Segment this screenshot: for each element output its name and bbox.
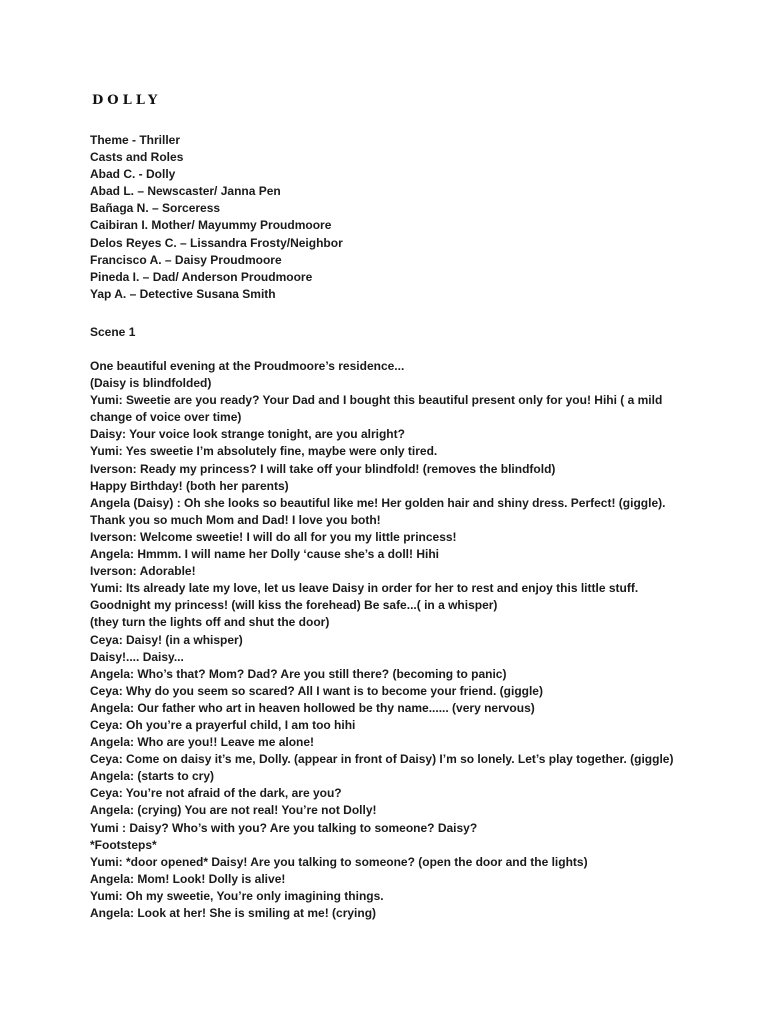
script-line: Angela (Daisy) : Oh she looks so beautiful like me! Her golden hair and shiny dress. Perfect! (giggle).: [90, 495, 666, 510]
script-line: Ceya: Oh you’re a prayerful child, I am too hihi: [90, 717, 356, 732]
script-line: Angela: Who are you!! Leave me alone!: [90, 735, 315, 750]
script-line: Yumi: Its already late my love, let us leave Daisy in order for her to rest and enjoy this little stuff.: [90, 581, 639, 596]
script-line: Yumi: Sweetie are you ready? Your Dad and I bought this beautiful present only for you! Hihi ( a mild: [90, 393, 663, 408]
cast-entry: Abad C. - Dolly: [90, 167, 176, 182]
script-line: Yumi : Daisy? Who’s with you? Are you talking to someone? Daisy?: [90, 820, 478, 835]
script-line: Happy Birthday! (both her parents): [90, 478, 289, 493]
script-line: (they turn the lights off and shut the door): [90, 615, 330, 630]
script-line: Daisy: Your voice look strange tonight, are you alright?: [90, 427, 405, 442]
script-line: Yumi: Yes sweetie I’m absolutely fine, maybe were only tired.: [90, 444, 438, 459]
script-line: Thank you so much Mom and Dad! I love you both!: [90, 512, 381, 527]
script-line: Yumi: Oh my sweetie, You’re only imagining things.: [90, 888, 384, 903]
script-line: Ceya: Come on daisy it’s me, Dolly. (appear in front of Daisy) I’m so lonely. Let’s play together. (giggle): [90, 752, 674, 767]
cast-entry: Bañaga N. – Sorceress: [90, 201, 221, 216]
script-line: Angela: Who’s that? Mom? Dad? Are you still there? (becoming to panic): [90, 666, 507, 681]
script-line: Angela: Our father who art in heaven hollowed be thy name...... (very nervous): [90, 700, 535, 715]
cast-entry: Caibiran I. Mother/ Mayummy Proudmoore: [90, 218, 332, 233]
script-line: Iverson: Welcome sweetie! I will do all for you my little princess!: [90, 529, 457, 544]
cast-entry: Pineda I. – Dad/ Anderson Proudmoore: [90, 269, 313, 284]
script-line: Ceya: Why do you seem so scared? All I want is to become your friend. (giggle): [90, 683, 543, 698]
script-line: One beautiful evening at the Proudmoore’s residence...: [90, 359, 405, 373]
play-metadata: [90, 132, 710, 303]
cast-entry: Francisco A. – Daisy Proudmoore: [90, 252, 282, 267]
casts-heading: Casts and Roles: [90, 150, 184, 165]
script-line: (Daisy is blindfolded): [90, 376, 212, 391]
script-line: Iverson: Ready my princess? I will take off your blindfold! (removes the blindfold): [90, 461, 556, 476]
script-line: Goodnight my princess! (will kiss the forehead) Be safe...( in a whisper): [90, 598, 498, 613]
cast-entry: Abad L. – Newscaster/ Janna Pen: [90, 184, 281, 199]
scene-heading: Scene 1: [90, 325, 136, 339]
document-title: DOLLY: [92, 93, 162, 108]
script-line: Angela: Mom! Look! Dolly is alive!: [90, 871, 286, 886]
script-line: Ceya: You’re not afraid of the dark, are you?: [90, 786, 342, 801]
script-line: Angela: (starts to cry): [90, 769, 215, 784]
script-line: *Footsteps*: [90, 837, 157, 852]
script-line: Yumi: *door opened* Daisy! Are you talking to someone? (open the door and the lights): [90, 854, 588, 869]
script-line: Daisy!.... Daisy...: [90, 649, 184, 664]
script-body: [90, 358, 710, 922]
script-line: Angela: Hmmm. I will name her Dolly ‘cause she’s a doll! Hihi: [90, 547, 439, 562]
theme-line: Theme - Thriller: [90, 133, 181, 147]
cast-list: [90, 166, 710, 303]
cast-entry: Delos Reyes C. – Lissandra Frosty/Neighbor: [90, 235, 343, 250]
script-line: change of voice over time): [90, 410, 242, 425]
script-line: Ceya: Daisy! (in a whisper): [90, 632, 243, 647]
cast-entry: Yap A. – Detective Susana Smith: [90, 286, 276, 301]
script-line: Angela: Look at her! She is smiling at me! (crying): [90, 906, 377, 920]
script-line: Iverson: Adorable!: [90, 564, 196, 579]
script-line: Angela: (crying) You are not real! You’re not Dolly!: [90, 803, 377, 818]
